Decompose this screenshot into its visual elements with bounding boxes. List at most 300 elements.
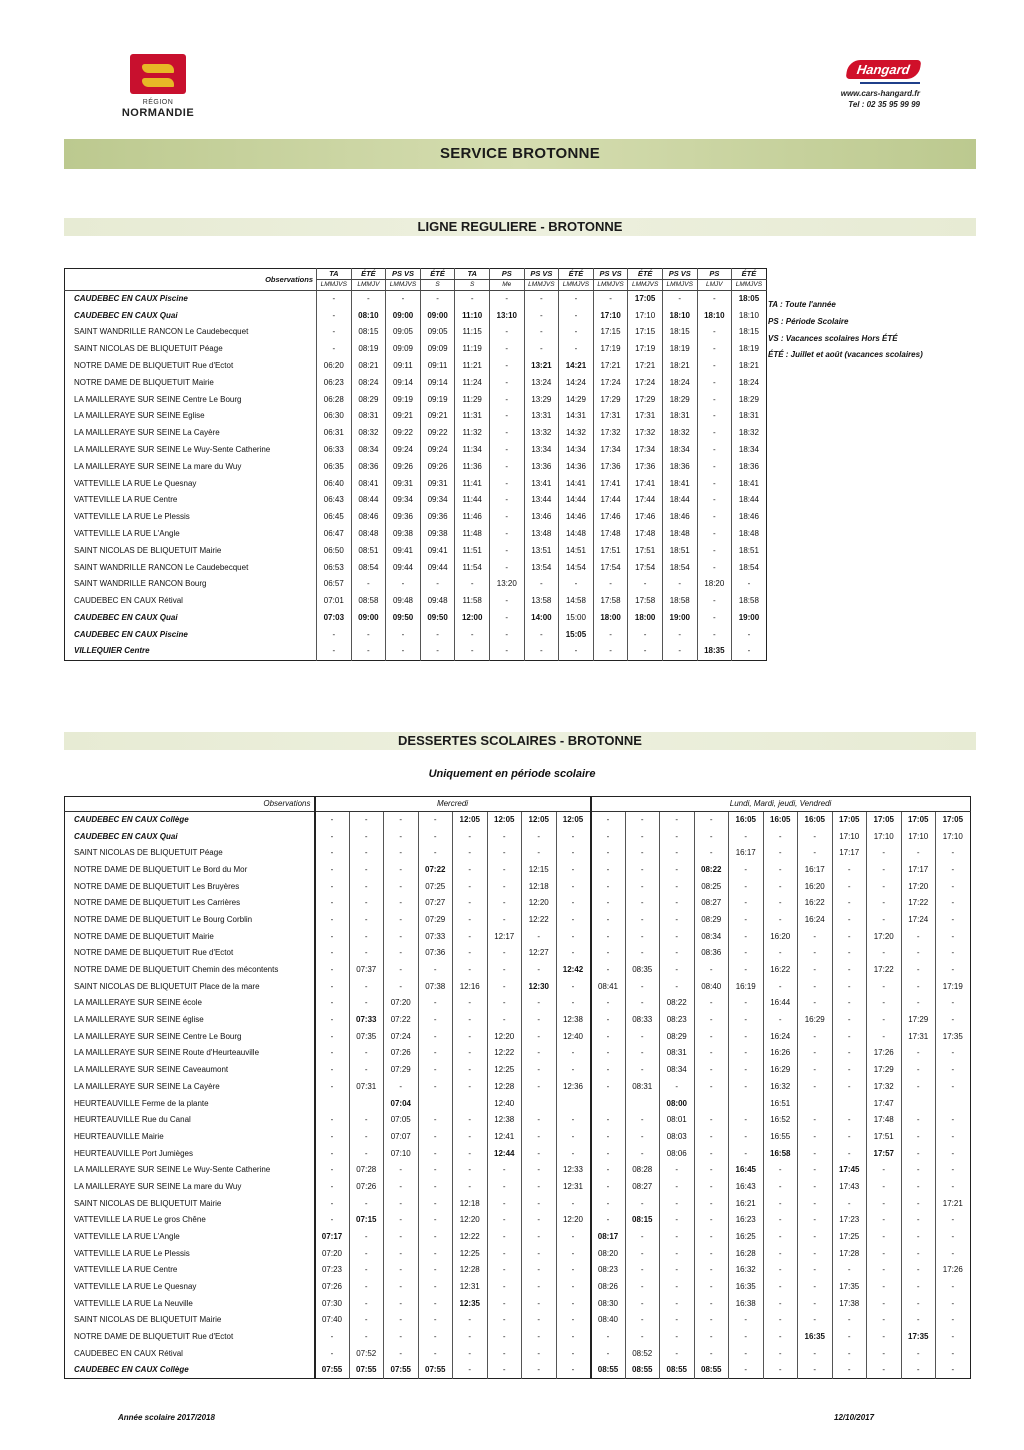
time-cell: - — [694, 1229, 729, 1246]
stop-name: HEURTEAUVILLE Port Jumièges — [74, 1148, 194, 1158]
time-cell: 14:24 — [559, 374, 594, 391]
time-cell: - — [556, 928, 591, 945]
time-cell: - — [694, 1245, 729, 1262]
stop-name: CAUDEBEC EN CAUX Quai — [74, 831, 178, 841]
time-cell: - — [351, 643, 386, 660]
table-row — [65, 593, 767, 610]
time-cell: 17:54 — [593, 559, 628, 576]
time-cell: 08:19 — [351, 341, 386, 358]
time-cell: - — [625, 862, 660, 879]
time-cell: - — [591, 1112, 626, 1129]
time-cell: - — [763, 912, 798, 929]
time-cell: - — [522, 1145, 557, 1162]
days-code: LMMJVS — [662, 280, 697, 291]
time-cell: - — [522, 1129, 557, 1146]
time-cell: - — [763, 1012, 798, 1029]
time-cell: 13:41 — [524, 475, 559, 492]
time-cell: - — [489, 391, 524, 408]
time-cell: - — [694, 1079, 729, 1096]
time-cell: - — [487, 1179, 522, 1196]
time-cell: - — [660, 1179, 695, 1196]
time-cell: 08:29 — [351, 391, 386, 408]
time-cell: 08:25 — [694, 878, 729, 895]
time-cell: - — [867, 912, 902, 929]
time-cell: - — [349, 945, 384, 962]
time-cell: 18:35 — [697, 643, 732, 660]
time-cell: 13:36 — [524, 458, 559, 475]
time-cell: 16:22 — [763, 962, 798, 979]
time-cell: - — [729, 1012, 764, 1029]
time-cell: - — [901, 1179, 936, 1196]
time-cell: - — [455, 626, 490, 643]
time-cell: 09:14 — [420, 374, 455, 391]
time-cell: - — [867, 1245, 902, 1262]
time-cell — [694, 1095, 729, 1112]
time-cell: 13:44 — [524, 492, 559, 509]
time-cell: - — [453, 895, 488, 912]
time-cell: - — [729, 878, 764, 895]
table-row — [65, 307, 767, 324]
time-cell: - — [697, 408, 732, 425]
time-cell: - — [729, 1362, 764, 1379]
time-cell: - — [453, 912, 488, 929]
time-cell: - — [489, 425, 524, 442]
time-cell: 17:26 — [867, 1045, 902, 1062]
time-cell: - — [591, 912, 626, 929]
time-cell: - — [349, 862, 384, 879]
time-cell: - — [729, 1079, 764, 1096]
time-cell: - — [660, 1079, 695, 1096]
time-cell: - — [455, 291, 490, 308]
time-cell: - — [832, 862, 867, 879]
time-cell: - — [867, 1262, 902, 1279]
time-cell: 08:51 — [351, 542, 386, 559]
time-cell: - — [763, 828, 798, 845]
time-cell: - — [832, 895, 867, 912]
stop-name: SAINT NICOLAS DE BLIQUETUIT Péage — [74, 848, 223, 858]
time-cell: - — [522, 1062, 557, 1079]
time-cell: - — [522, 1212, 557, 1229]
time-cell: 16:51 — [763, 1095, 798, 1112]
time-cell: - — [315, 962, 350, 979]
stop-name: NOTRE DAME DE BLIQUETUIT Le Bourg Corblin — [74, 914, 253, 924]
period-code: ÉTÉ — [559, 269, 594, 280]
time-cell: 18:00 — [593, 610, 628, 627]
table-row — [65, 978, 971, 995]
time-cell: 11:29 — [455, 391, 490, 408]
stop-name: NOTRE DAME DE BLIQUETUIT Rue d'Ectot — [74, 1332, 234, 1342]
time-cell: - — [694, 1346, 729, 1363]
table-row — [65, 1129, 971, 1146]
days-code: LMMJVS — [593, 280, 628, 291]
time-cell: 08:52 — [625, 1346, 660, 1363]
time-cell: 12:25 — [487, 1062, 522, 1079]
time-cell: - — [901, 1062, 936, 1079]
time-cell: - — [798, 1129, 833, 1146]
time-cell: 16:17 — [729, 845, 764, 862]
period-code: ÉTÉ — [732, 269, 767, 280]
time-cell: - — [317, 324, 352, 341]
time-cell: 11:44 — [455, 492, 490, 509]
time-cell: - — [593, 643, 628, 660]
time-cell: 07:33 — [418, 928, 453, 945]
time-cell: - — [798, 1162, 833, 1179]
time-cell: - — [936, 1062, 971, 1079]
stop-name: HEURTEAUVILLE Mairie — [74, 1131, 164, 1141]
time-cell: - — [662, 626, 697, 643]
time-cell: - — [556, 1062, 591, 1079]
stop-name: VATTEVILLE LA RUE L'Angle — [74, 1232, 180, 1242]
time-cell: 08:22 — [660, 995, 695, 1012]
time-cell: 09:50 — [386, 610, 421, 627]
time-cell: - — [384, 1279, 419, 1296]
time-cell: 17:35 — [901, 1329, 936, 1346]
table-row — [65, 1028, 971, 1045]
time-cell: 07:55 — [384, 1362, 419, 1379]
time-cell: 06:23 — [317, 374, 352, 391]
period-code: PS VS — [662, 269, 697, 280]
time-cell: - — [418, 1329, 453, 1346]
time-cell: - — [351, 291, 386, 308]
time-cell: - — [489, 291, 524, 308]
time-cell: 17:32 — [867, 1079, 902, 1096]
time-cell: - — [386, 291, 421, 308]
time-cell: - — [559, 576, 594, 593]
time-cell: - — [763, 1329, 798, 1346]
time-cell: - — [453, 962, 488, 979]
time-cell: - — [556, 912, 591, 929]
time-cell: - — [453, 1179, 488, 1196]
time-cell: 18:20 — [697, 576, 732, 593]
time-cell: 16:26 — [763, 1045, 798, 1062]
time-cell: 18:10 — [662, 307, 697, 324]
time-cell: 18:15 — [732, 324, 767, 341]
time-cell: 17:34 — [593, 442, 628, 459]
observations-header: Observations — [65, 269, 317, 291]
stop-name: VATTEVILLE LA RUE L'Angle — [74, 529, 180, 539]
time-cell: 09:41 — [420, 542, 455, 559]
time-cell: 08:21 — [351, 358, 386, 375]
time-cell: 17:19 — [936, 978, 971, 995]
time-cell: 18:10 — [732, 307, 767, 324]
time-cell: 17:46 — [593, 509, 628, 526]
time-cell: - — [349, 1245, 384, 1262]
time-cell: 07:40 — [315, 1312, 350, 1329]
time-cell: 11:32 — [455, 425, 490, 442]
time-cell: - — [660, 812, 695, 829]
time-cell: 13:29 — [524, 391, 559, 408]
time-cell: - — [487, 1195, 522, 1212]
time-cell: 17:43 — [832, 1179, 867, 1196]
region-normandie-logo — [108, 54, 208, 119]
table-row — [65, 391, 767, 408]
time-cell — [901, 1095, 936, 1112]
time-cell: - — [763, 1212, 798, 1229]
time-cell: - — [662, 643, 697, 660]
time-cell: 17:32 — [593, 425, 628, 442]
time-cell: 17:57 — [867, 1145, 902, 1162]
stop-name: LA MAILLERAYE SUR SEINE La Cayère — [74, 428, 220, 438]
time-cell: - — [556, 828, 591, 845]
time-cell: 14:32 — [559, 425, 594, 442]
time-cell: 09:11 — [420, 358, 455, 375]
time-cell: - — [798, 962, 833, 979]
time-cell: - — [660, 862, 695, 879]
time-cell: - — [697, 291, 732, 308]
time-cell: - — [487, 862, 522, 879]
time-cell: - — [556, 1262, 591, 1279]
time-cell: - — [729, 1028, 764, 1045]
period-code: PS VS — [524, 269, 559, 280]
time-cell: - — [418, 1262, 453, 1279]
time-cell — [625, 1095, 660, 1112]
time-cell: - — [418, 995, 453, 1012]
time-cell: 16:19 — [729, 978, 764, 995]
time-cell: - — [697, 374, 732, 391]
time-cell: 18:34 — [732, 442, 767, 459]
time-cell: - — [694, 1112, 729, 1129]
time-cell: 11:41 — [455, 475, 490, 492]
period-code: ÉTÉ — [628, 269, 663, 280]
time-cell: - — [487, 895, 522, 912]
time-cell: - — [763, 1295, 798, 1312]
time-cell: - — [660, 1279, 695, 1296]
time-cell: 11:54 — [455, 559, 490, 576]
time-cell: - — [798, 1245, 833, 1262]
time-cell: - — [936, 928, 971, 945]
time-cell: - — [936, 1145, 971, 1162]
time-cell: - — [901, 1045, 936, 1062]
time-cell: - — [832, 995, 867, 1012]
time-cell: - — [729, 962, 764, 979]
time-cell: - — [522, 962, 557, 979]
time-cell: 17:10 — [593, 307, 628, 324]
time-cell: - — [936, 895, 971, 912]
table-row — [65, 1262, 971, 1279]
time-cell: 08:36 — [351, 458, 386, 475]
time-cell: - — [315, 1195, 350, 1212]
time-cell: - — [315, 1062, 350, 1079]
time-cell: 09:38 — [420, 526, 455, 543]
time-cell: 16:25 — [729, 1229, 764, 1246]
time-cell: 17:58 — [593, 593, 628, 610]
time-cell: - — [489, 374, 524, 391]
time-cell: 12:05 — [522, 812, 557, 829]
time-cell: 17:31 — [628, 408, 663, 425]
time-cell: - — [763, 1229, 798, 1246]
section-subtitle: Uniquement en période scolaire — [428, 768, 596, 780]
time-cell: - — [625, 1112, 660, 1129]
time-cell: 12:20 — [453, 1212, 488, 1229]
section-title-school-service: DESSERTES SCOLAIRES - BROTONNE — [64, 732, 976, 750]
time-cell: 18:19 — [662, 341, 697, 358]
time-cell: 17:26 — [936, 1262, 971, 1279]
time-cell: - — [522, 1229, 557, 1246]
time-cell: - — [593, 291, 628, 308]
time-cell: - — [694, 828, 729, 845]
time-cell: 08:17 — [591, 1229, 626, 1246]
time-cell: 07:24 — [384, 1028, 419, 1045]
time-cell: 12:17 — [487, 928, 522, 945]
time-cell: 06:45 — [317, 509, 352, 526]
time-cell: - — [867, 862, 902, 879]
time-cell: 07:17 — [315, 1229, 350, 1246]
time-cell: - — [420, 291, 455, 308]
table-row — [65, 1346, 971, 1363]
time-cell: - — [453, 862, 488, 879]
time-cell — [522, 1095, 557, 1112]
time-cell: - — [453, 995, 488, 1012]
time-cell: - — [522, 1028, 557, 1045]
time-cell: 13:54 — [524, 559, 559, 576]
time-cell: - — [832, 1262, 867, 1279]
stop-name: VATTEVILLE LA RUE Le Plessis — [74, 512, 190, 522]
time-cell: - — [455, 643, 490, 660]
time-cell: - — [694, 1045, 729, 1062]
time-cell: - — [729, 895, 764, 912]
time-cell: - — [453, 1129, 488, 1146]
time-cell: - — [798, 1028, 833, 1045]
time-cell: - — [867, 1162, 902, 1179]
stop-name: VATTEVILLE LA RUE La Neuville — [74, 1298, 193, 1308]
time-cell: - — [936, 1279, 971, 1296]
time-cell: 17:51 — [867, 1129, 902, 1146]
time-cell: 18:58 — [732, 593, 767, 610]
time-cell: - — [660, 912, 695, 929]
time-cell: 18:54 — [732, 559, 767, 576]
time-cell: - — [489, 542, 524, 559]
time-cell: 09:14 — [386, 374, 421, 391]
time-cell: 14:21 — [559, 358, 594, 375]
stop-name: CAUDEBEC EN CAUX Collège — [74, 815, 189, 825]
time-cell: - — [349, 1112, 384, 1129]
time-cell: - — [660, 962, 695, 979]
time-cell: 06:30 — [317, 408, 352, 425]
time-cell: - — [522, 1279, 557, 1296]
time-cell: 07:27 — [418, 895, 453, 912]
time-cell: - — [763, 1346, 798, 1363]
time-cell: 18:48 — [662, 526, 697, 543]
time-cell: - — [349, 812, 384, 829]
stop-name: NOTRE DAME DE BLIQUETUIT Le Bord du Mor — [74, 864, 248, 874]
time-cell: - — [420, 643, 455, 660]
time-cell: 17:05 — [832, 812, 867, 829]
time-cell: - — [832, 1346, 867, 1363]
time-cell: - — [591, 945, 626, 962]
time-cell: - — [798, 1062, 833, 1079]
time-cell: 12:05 — [453, 812, 488, 829]
time-cell: - — [349, 1262, 384, 1279]
time-cell: - — [556, 995, 591, 1012]
time-cell: 18:29 — [662, 391, 697, 408]
table-row — [65, 374, 767, 391]
time-cell: - — [418, 828, 453, 845]
stop-name: SAINT WANDRILLE RANCON Le Caudebecquet — [74, 327, 249, 337]
time-cell: 06:43 — [317, 492, 352, 509]
time-cell: - — [524, 307, 559, 324]
time-cell: 09:05 — [386, 324, 421, 341]
table-row — [65, 1279, 971, 1296]
time-cell: - — [625, 928, 660, 945]
time-cell: - — [384, 1245, 419, 1262]
time-cell: - — [763, 978, 798, 995]
time-cell: - — [936, 878, 971, 895]
time-cell: - — [936, 1112, 971, 1129]
time-cell: - — [522, 1045, 557, 1062]
time-cell: - — [697, 475, 732, 492]
time-cell: - — [625, 1295, 660, 1312]
time-cell: 18:46 — [662, 509, 697, 526]
time-cell: - — [489, 475, 524, 492]
time-cell: - — [832, 878, 867, 895]
time-cell: - — [556, 945, 591, 962]
time-cell: 12:22 — [487, 1045, 522, 1062]
time-cell: - — [867, 978, 902, 995]
time-cell: - — [420, 626, 455, 643]
time-cell: 12:00 — [455, 610, 490, 627]
time-cell: - — [867, 1195, 902, 1212]
time-cell: - — [694, 995, 729, 1012]
time-cell: 09:24 — [420, 442, 455, 459]
time-cell: - — [763, 945, 798, 962]
time-cell: - — [832, 945, 867, 962]
time-cell: - — [349, 828, 384, 845]
time-cell: 08:29 — [660, 1028, 695, 1045]
time-cell: - — [349, 1045, 384, 1062]
time-cell: - — [489, 593, 524, 610]
table-row — [65, 341, 767, 358]
stop-name: LA MAILLERAYE SUR SEINE La mare du Wuy — [74, 461, 242, 471]
time-cell: 17:29 — [593, 391, 628, 408]
time-cell: - — [453, 1329, 488, 1346]
time-cell: - — [453, 1145, 488, 1162]
time-cell: - — [660, 1295, 695, 1312]
time-cell: - — [867, 1179, 902, 1196]
time-cell: 12:40 — [556, 1028, 591, 1045]
time-cell: - — [559, 307, 594, 324]
time-cell: 18:46 — [732, 509, 767, 526]
time-cell: 12:30 — [522, 978, 557, 995]
time-cell: - — [697, 509, 732, 526]
time-cell: - — [349, 1312, 384, 1329]
time-cell: - — [591, 1012, 626, 1029]
time-cell: 17:21 — [936, 1195, 971, 1212]
stop-name: LA MAILLERAYE SUR SEINE Centre Le Bourg — [74, 394, 242, 404]
time-cell: - — [349, 995, 384, 1012]
time-cell: 14:00 — [524, 610, 559, 627]
days-code: Me — [489, 280, 524, 291]
time-cell: 12:05 — [487, 812, 522, 829]
website[interactable]: www.cars-hangard.fr — [840, 89, 920, 98]
time-cell: - — [487, 1362, 522, 1379]
time-cell: - — [729, 1145, 764, 1162]
time-cell: - — [832, 912, 867, 929]
region-name: NORMANDIE — [121, 107, 195, 119]
time-cell: - — [559, 643, 594, 660]
time-cell: - — [315, 878, 350, 895]
time-cell: - — [556, 978, 591, 995]
time-cell: 14:36 — [559, 458, 594, 475]
time-cell: 17:34 — [628, 442, 663, 459]
time-cell: - — [660, 1262, 695, 1279]
time-cell: 09:34 — [420, 492, 455, 509]
time-cell: 17:51 — [593, 542, 628, 559]
table-row — [65, 408, 767, 425]
time-cell: - — [315, 1162, 350, 1179]
stop-name: NOTRE DAME DE BLIQUETUIT Chemin des mécontents — [74, 965, 279, 975]
time-cell: 12:36 — [556, 1079, 591, 1096]
time-cell: - — [798, 1346, 833, 1363]
